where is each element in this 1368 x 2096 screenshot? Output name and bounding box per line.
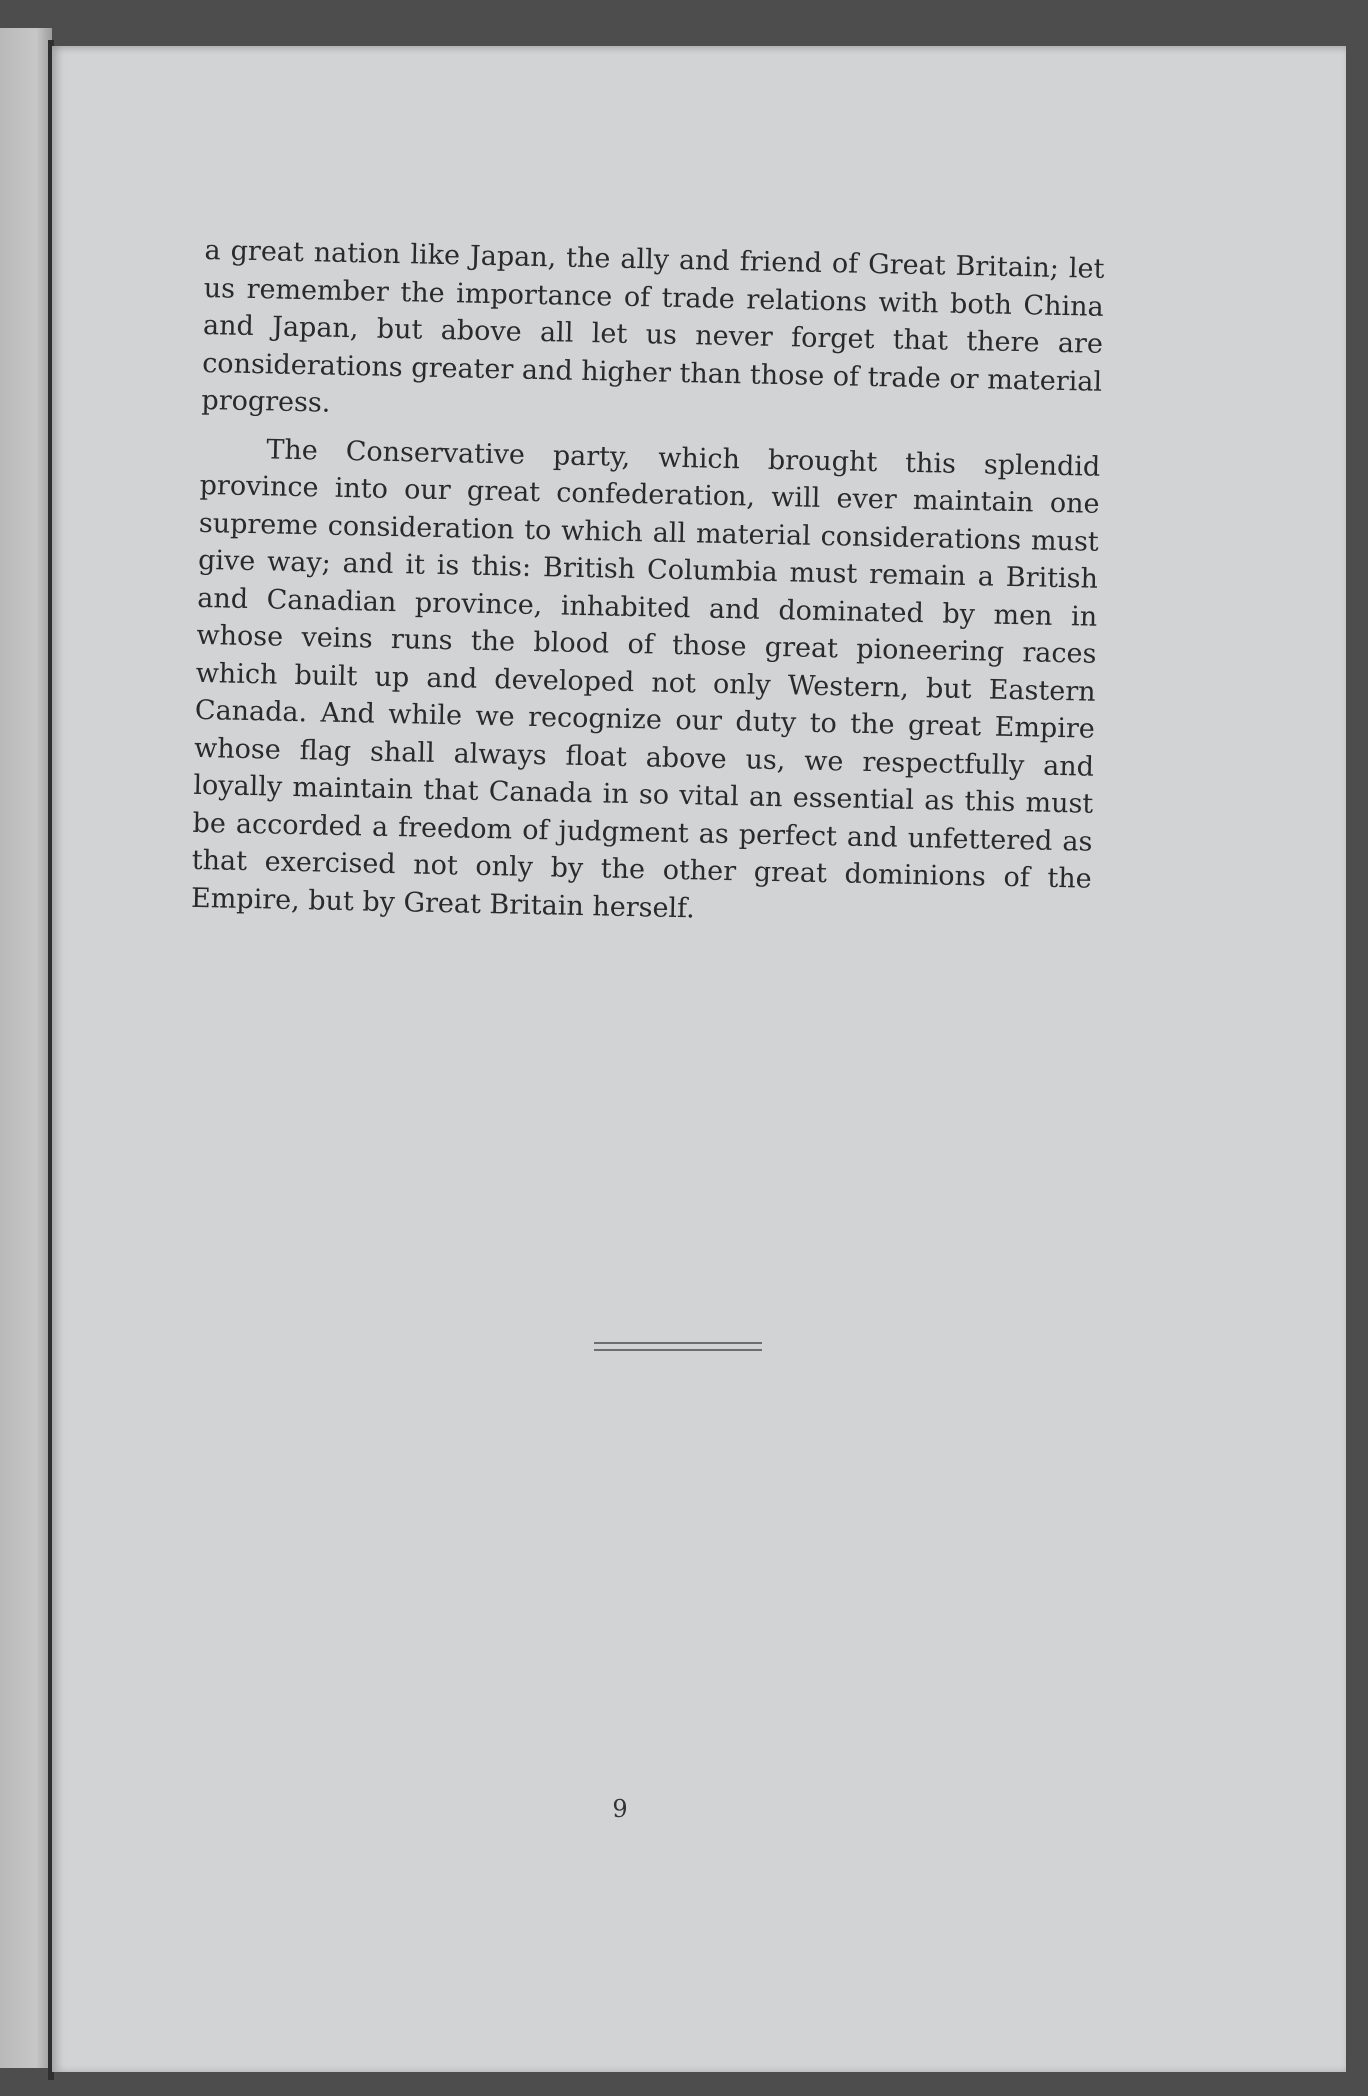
body-text: [191, 232, 1105, 936]
facing-page-edge: [0, 28, 52, 2068]
paragraph-2: The Conservative party, which brought this splendid province into our great confederation, will ever maintain one supreme consideration to which all material considerations must give way; and it is this: British Columbia must remain a British and Canadian province, inhabited and dominated by men in whose veins runs the blood of those great pioneering races which built up and developed not only Western, but Eastern Canada. And while we recognize our duty to the great Empire whose flag shall always float above us, we respectfully and loyally maintain that Canada in so vital an essential as this must be accorded a freedom of judgment as perfect and unfettered as that exercised not only by the other great dominions of the Empire, but by Great Britain herself.: [190, 433, 1101, 924]
section-divider-rule-lower: [594, 1349, 762, 1351]
section-divider-rule: [594, 1342, 762, 1344]
page-number: 9: [612, 1795, 628, 1823]
paragraph-1: a great nation like Japan, the ally and friend of Great Britain; let us remember the importance of trade relations with both China and Japan, but above all let us never forget that there are considerations greater and higher than those of trade or material progress.: [201, 234, 1105, 419]
